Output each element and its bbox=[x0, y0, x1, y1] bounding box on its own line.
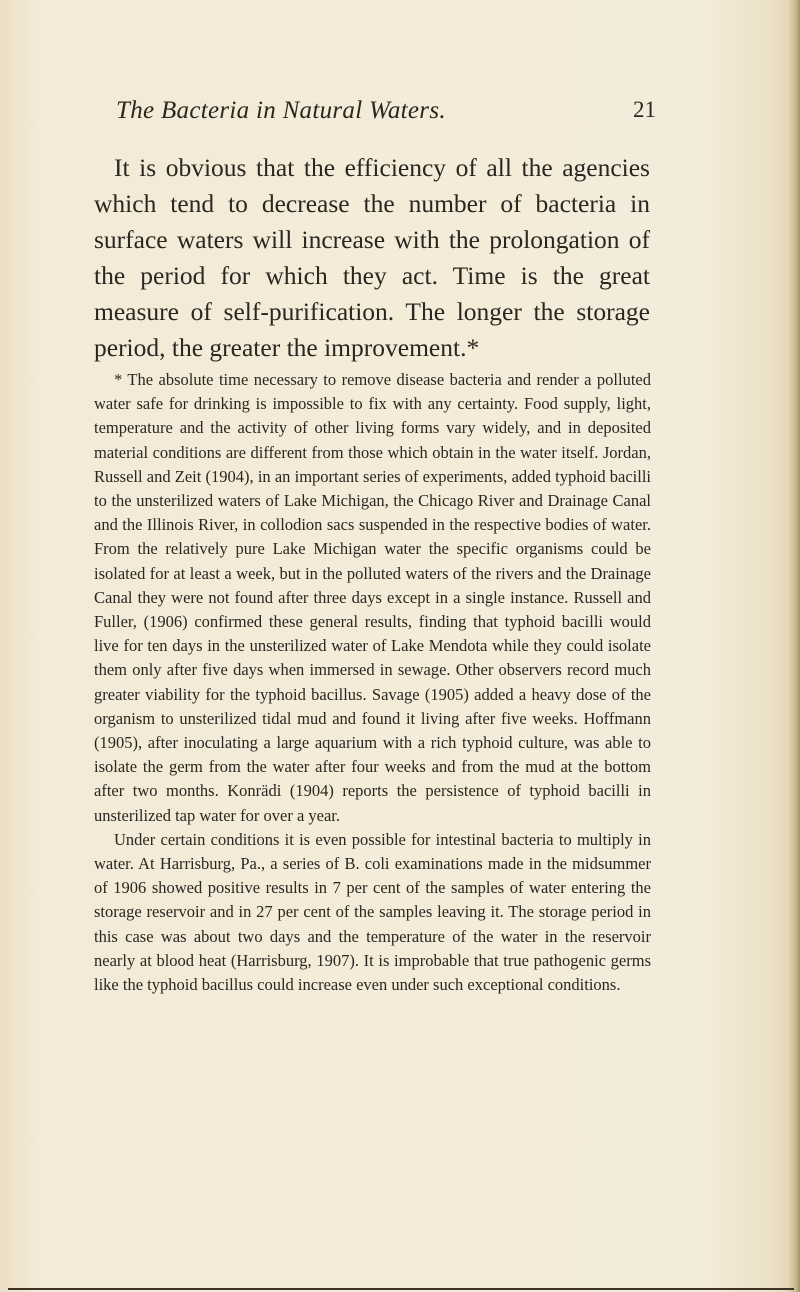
page-edge-shadow bbox=[788, 0, 800, 1292]
body-paragraph: It is obvious that the efficiency of all the agencies which tend to decrease the number of bacteria in surface waters will increase with the prolongation of the period for which they act. Time is the great measure of self-purification. The longer the storage period, the greater the improvement.* bbox=[94, 153, 650, 362]
footnote-paragraph-1: * The absolute time necessary to remove disease bacteria and render a polluted water safe for drinking is impossible to fix with any certainty. Food supply, light, temperature and the activity of other living forms vary widely, and in deposited material conditions are different from those which obtain in the water itself. Jordan, Russell and Zeit (1904), in an important series of experiments, added typhoid bacilli to the unsterilized waters of Lake Michigan, the Chicago River and Drainage Canal and the Illinois River, in collodion sacs suspended in the respective bodies of water. From the relatively pure Lake Michigan water the specific organisms could be isolated for at least a week, but in the polluted waters of the rivers and the Drainage Canal they were not found after three days except in a single instance. Russell and Fuller, (1906) confirmed these general results, finding that typhoid bacilli would live for ten days in the unsterilized water of Lake Mendota while they could isolate them only after five days when immersed in sewage. Other observers record much greater viability for the typhoid bacillus. Savage (1905) added a heavy dose of the organism to unsterilized tidal mud and found it living after five weeks. Hoffmann (1905), after inoculating a large aquarium with a rich typhoid culture, was able to isolate the germ from the water after four weeks and from the mud at the bottom after two months. Konrädi (1904) reports the persistence of typhoid bacilli in unsterilized tap water for over a year. bbox=[94, 370, 651, 825]
page-number: 21 bbox=[633, 97, 656, 122]
running-title: The Bacteria in Natural Waters. bbox=[116, 97, 446, 124]
footnote-paragraph-2: Under certain conditions it is even possible for intestinal bacteria to multiply in water. At Harrisburg, Pa., a series of B. coli examinations made in the midsummer of 1906 showed positive results in 7 per cent of the samples of water entering the storage reservoir and in 27 per cent of the samples leaving it. The storage period in this case was about two days and the temperature of the water in the reservoir nearly at blood heat (Harrisburg, 1907). It is improbable that true pathogenic germs like the typhoid bacillus could increase even under such exceptional conditions. bbox=[94, 829, 651, 995]
footnote bbox=[94, 368, 651, 997]
page-bottom-rule bbox=[8, 1288, 794, 1290]
running-head bbox=[116, 97, 656, 131]
